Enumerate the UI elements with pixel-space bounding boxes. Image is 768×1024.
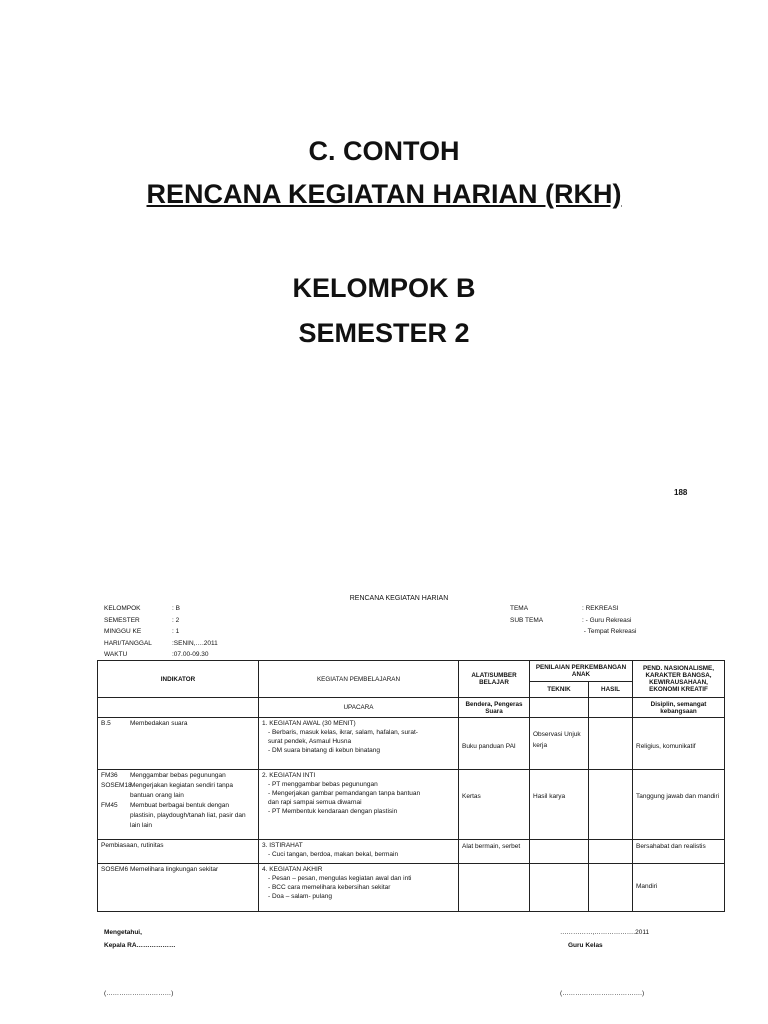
signature-right-line1: ……………,……………….2011 xyxy=(560,929,650,936)
right-info-value: : REKREASI xyxy=(582,605,619,612)
activity-title: 2. KEGIATAN INTI xyxy=(262,772,316,779)
upacara-alat: Bendera, Pengeras Suara xyxy=(459,698,530,718)
indikator-cell xyxy=(98,718,259,770)
activity-item: - Cuci tangan, berdoa, makan bekal, bermain xyxy=(268,851,399,858)
left-info-row xyxy=(104,649,218,661)
table-row xyxy=(98,770,725,840)
pend-cell-text: Bersahabat dan realistis xyxy=(636,843,706,850)
hasil-cell xyxy=(589,718,633,770)
activity-item: - BCC cara memelihara kebersihan sekitar xyxy=(268,884,391,891)
table-row xyxy=(98,864,725,912)
indikator-code: SOSEM18 xyxy=(101,782,132,789)
left-info-label: WAKTU xyxy=(104,651,128,658)
right-info-label: TEMA xyxy=(510,605,529,612)
pend-cell-text: Tanggung jawab dan mandiri xyxy=(636,793,720,800)
signature-right xyxy=(560,926,649,952)
kegiatan-cell xyxy=(259,840,459,864)
kegiatan-cell xyxy=(259,864,459,912)
upacara-indikator-cell xyxy=(98,698,259,718)
alat-cell-text: Buku panduan PAI xyxy=(462,743,516,750)
activity-item: - Mengerjakan gambar pemandangan tanpa bantuan xyxy=(268,790,421,797)
left-info-row xyxy=(104,638,218,650)
indikator-item xyxy=(101,781,255,801)
hasil-cell xyxy=(589,770,633,840)
header-hasil: HASIL xyxy=(589,682,633,698)
activity-title: 3. ISTIRAHAT xyxy=(262,842,303,849)
right-info-label: SUB TEMA xyxy=(510,616,544,624)
indikator-cell xyxy=(98,770,259,840)
teknik-cell-text: Hasil karya xyxy=(533,793,566,800)
signature-right-line2: Guru Kelas xyxy=(568,942,603,949)
header-alat: ALAT/SUMBER BELAJAR xyxy=(459,661,530,698)
activity-title: 1. KEGIATAN AWAL (30 MENIT) xyxy=(262,720,356,727)
activity-item: - DM suara binatang di kebun binatang xyxy=(268,747,381,754)
pend-cell xyxy=(633,864,725,912)
indikator-text: Pembiasaan, rutinitas xyxy=(101,842,164,849)
signature-left-name: (…………………………) xyxy=(104,990,174,997)
upacara-pend: Disiplin, semangat kebangsaan xyxy=(633,698,725,718)
indikator-code: B.5 xyxy=(101,720,111,727)
signature-left-line1: Mengetahui, xyxy=(104,929,142,936)
alat-cell xyxy=(459,840,530,864)
pend-cell-text: Religius, komunikatif xyxy=(636,743,696,750)
header-indikator: INDIKATOR xyxy=(98,661,259,698)
header-kegiatan: KEGIATAN PEMBELAJARAN xyxy=(259,661,459,698)
left-info-value: : B xyxy=(172,605,180,612)
left-info-row xyxy=(104,603,218,615)
upacara-kegiatan: UPACARA xyxy=(259,698,459,718)
upacara-hasil-cell xyxy=(589,698,633,718)
teknik-cell-text: Observasi Unjuk kerja xyxy=(533,731,581,749)
page-number: 188 xyxy=(674,488,688,497)
pend-cell xyxy=(633,770,725,840)
left-info-label: KELOMPOK xyxy=(104,605,141,612)
indikator-text: Membuat berbagai bentuk dengan plastisin, playdough/tanah liat, pasir dan lain lain xyxy=(130,802,246,829)
signature-left-line2: Kepala RA……………… xyxy=(104,942,176,949)
activity-item: dan rapi sampai semua diwarnai xyxy=(268,799,362,806)
activity-item: - Berbaris, masuk kelas, ikrar, salam, hafalan, surat- xyxy=(268,729,418,736)
activity-item: - Pesan – pesan, mengulas kegiatan awal dan inti xyxy=(268,875,412,882)
left-info-row xyxy=(104,615,218,627)
pend-cell-text: Mandiri xyxy=(636,883,658,890)
right-info-block xyxy=(510,603,636,638)
pend-cell xyxy=(633,718,725,770)
hasil-cell xyxy=(589,864,633,912)
indikator-item xyxy=(101,801,255,831)
pend-cell xyxy=(633,840,725,864)
right-info-row xyxy=(510,626,636,638)
document-heading: RENCANA KEGIATAN HARIAN xyxy=(349,595,449,602)
right-info-value: - Tempat Rekreasi xyxy=(582,628,637,635)
signature-left xyxy=(104,926,176,952)
activity-item: - Doa – salam- pulang xyxy=(268,893,332,900)
header-pend: PEND. NASIONALISME, KARAKTER BANGSA, KEWIRAUSAHAAN, EKONOMI KREATIF xyxy=(633,661,725,698)
activity-item: - PT menggambar bebas pegunungan xyxy=(268,781,378,788)
indikator-item xyxy=(101,841,255,851)
indikator-cell xyxy=(98,864,259,912)
cover-title-kelompok: KELOMPOK B xyxy=(292,273,476,303)
indikator-code: SOSEM6 xyxy=(101,866,129,873)
left-info-label: HARI/TANGGAL xyxy=(104,639,152,647)
cover-title-rkh: RENCANA KEGIATAN HARIAN (RKH) xyxy=(146,179,622,209)
header-teknik: TEKNIK xyxy=(530,682,589,698)
header-penilaian: PENILAIAN PERKEMBANGAN ANAK xyxy=(530,661,633,682)
teknik-cell xyxy=(530,864,589,912)
table-row xyxy=(98,840,725,864)
indikator-text: Mengerjakan kegiatan sendiri tanpa bantuan orang lain xyxy=(130,782,233,799)
hasil-cell xyxy=(589,840,633,864)
left-info-value: : 2 xyxy=(172,616,180,624)
left-info-value: :07.00-09.30 xyxy=(172,651,209,658)
indikator-item xyxy=(101,865,255,875)
cover-title-semester: SEMESTER 2 xyxy=(298,318,470,348)
activity-item: - PT Membentuk kendaraan dengan plastisin xyxy=(268,808,398,815)
alat-cell xyxy=(459,718,530,770)
teknik-cell xyxy=(530,770,589,840)
cover-title-contoh: C. CONTOH xyxy=(308,136,460,166)
signature-right-name: (……………………………….) xyxy=(560,990,645,997)
alat-cell-text: Alat bermain, serbet xyxy=(462,843,521,850)
teknik-cell xyxy=(530,718,589,770)
upacara-teknik-cell xyxy=(530,698,589,718)
indikator-text: Membedakan suara xyxy=(130,720,188,727)
right-info-row xyxy=(510,615,636,627)
kegiatan-cell xyxy=(259,770,459,840)
indikator-code: FM45 xyxy=(101,802,118,809)
kegiatan-cell xyxy=(259,718,459,770)
indikator-text: Menggambar bebas pegunungan xyxy=(130,772,226,779)
teknik-cell xyxy=(530,840,589,864)
activity-item: surat pendek, Asmaul Husna xyxy=(268,738,352,745)
right-info-row xyxy=(510,603,636,615)
left-info-value: : 1 xyxy=(172,628,180,635)
alat-cell-text: Kertas xyxy=(462,793,481,800)
rkh-table xyxy=(97,660,725,912)
alat-cell xyxy=(459,770,530,840)
right-info-value: : - Guru Rekreasi xyxy=(582,616,632,624)
left-info-label: MINGGU KE xyxy=(104,628,142,635)
indikator-item xyxy=(101,771,255,781)
indikator-text: Memelihara lingkungan sekitar xyxy=(130,866,219,873)
indikator-code: FM36 xyxy=(101,772,118,779)
left-info-block xyxy=(104,603,218,661)
indikator-item xyxy=(101,719,255,729)
left-info-value: :SENIN,….2011 xyxy=(172,639,218,647)
left-info-label: SEMESTER xyxy=(104,616,140,624)
left-info-row xyxy=(104,626,218,638)
indikator-cell xyxy=(98,840,259,864)
activity-title: 4. KEGIATAN AKHIR xyxy=(262,866,323,873)
table-row xyxy=(98,718,725,770)
alat-cell xyxy=(459,864,530,912)
